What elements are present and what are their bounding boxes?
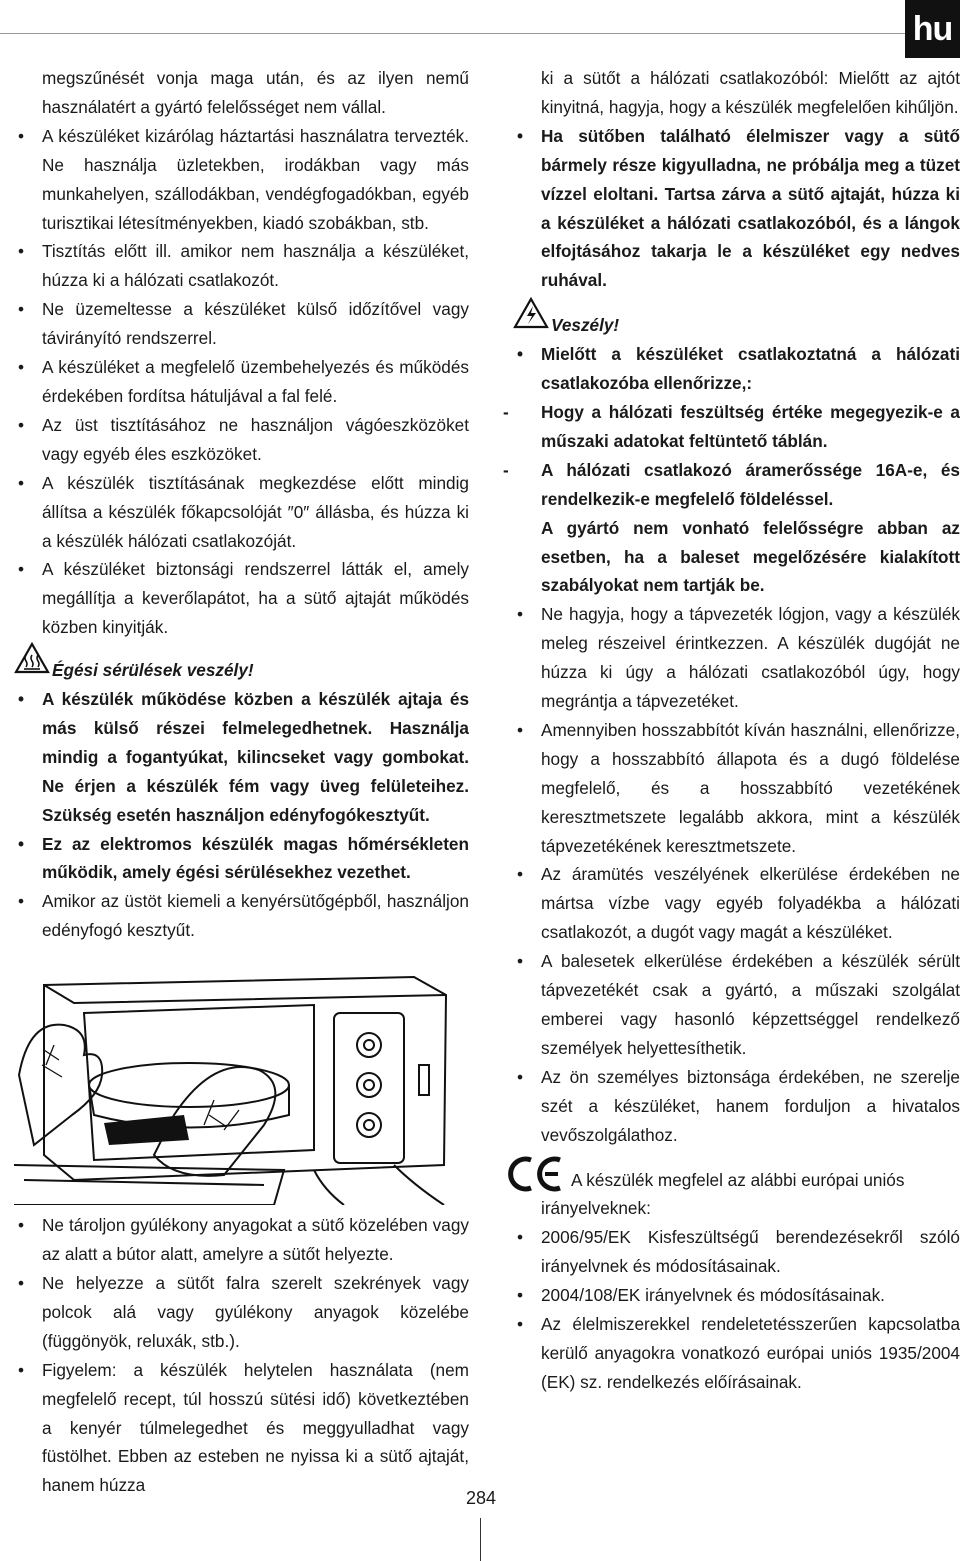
left-list-2 (14, 1211, 469, 1500)
bullet-icon: • (517, 344, 524, 365)
list-item: • Amennyiben hosszabbítót kíván használni, ellenőrizze, hogy a hosszabbító állapota és a dugó földelése megfelelő, és a hosszabbító vezetékének keresztmetszete legalább akkora, mint a készülék tápvezetékének keresztmetszete. (513, 716, 960, 861)
bullet-icon: • (517, 1285, 524, 1306)
list-item: • Ne üzemeltesse a készüléket külső időzítővel vagy távirányító rendszerrel. (14, 295, 469, 353)
dash-icon: - (503, 459, 509, 480)
bullet-icon: • (517, 1066, 524, 1087)
bullet-icon: • (18, 1215, 25, 1236)
left-list-1 (14, 122, 469, 642)
list-item: • Amikor az üstöt kiemeli a kenyérsütőgépből, használjon edényfogó kesztyűt. (14, 887, 469, 945)
list-item: • Ne hagyja, hogy a tápvezeték lógjon, vagy a készülék meleg részeivel érintkezzen. A készülék dugóját ne húzza ki úgy a hálózati csatlakozóból úgy, hogy megrántja a tápvezetéket. (513, 600, 960, 716)
bullet-icon: • (18, 357, 25, 378)
list-item: • Az áramütés veszélyének elkerülése érdekében ne mártsa vízbe vagy egyéb folyadékba a hálózati csatlakozót, a dugót vagy magát a készüléket. (513, 860, 960, 947)
dash-icon: - (503, 401, 509, 422)
list-item: • Az üst tisztításához ne használjon vágóeszközöket vagy egyéb éles eszközöket. (14, 411, 469, 469)
right-list (513, 600, 960, 1149)
bullet-icon: • (18, 125, 25, 146)
list-item: • A készüléket a megfelelő üzembehelyezés és működés érdekében fordítsa hátuljával a fal felé. (14, 353, 469, 411)
bullet-icon: • (18, 414, 25, 435)
bullet-icon: • (517, 951, 524, 972)
bullet-icon: • (18, 472, 25, 493)
ce-text: A készülék megfelel az alábbi európai uniós irányelveknek: (541, 1169, 905, 1219)
bullet-icon: • (18, 1273, 25, 1293)
bullet-icon: • (517, 719, 524, 740)
left-para-continued: megszűnését vonja maga után, és az ilyen nemű használatért a gyártó felelősséget nem vállal. (42, 68, 469, 117)
bullet-icon: • (517, 1314, 524, 1335)
page-number-rule (480, 1518, 481, 1561)
burn-list (14, 685, 469, 945)
list-item: • Az élelmiszerekkel rendeletetésszerűen kapcsolatba kerülő anyagokra vonatkozó európai uniós 1935/2004 (EK) sz. rendelkezés előírásainak. (513, 1310, 960, 1397)
ce-mark-icon (505, 1154, 565, 1203)
bullet-icon: • (517, 125, 524, 146)
ce-compliance (513, 1166, 960, 1224)
list-item: • Figyelem: a készülék helytelen használata (nem megfelelő recept, túl hosszú sütési idő) következtében a kenyér túlmelegedhet és meggyulladhat vagy füstölhet. Ebben az esteben ne nyissa ki a sütő ajtaját, hanem húzza (14, 1356, 469, 1501)
list-item: • A készülék tisztításának megkezdése előtt mindig állítsa a készülék főkapcsolóját ″0″ állásba, és húzza ki a készülék hálózati csatlakozóját. (14, 469, 469, 556)
right-para-continued: ki a sütőt a hálózati csatlakozóból: Mielőtt az ajtót kinyitná, hagyja, hogy a készülék megfelelően kihűljön. (541, 68, 960, 117)
list-item: • 2004/108/EK irányelvnek és módosításainak. (513, 1281, 960, 1310)
list-item: • A balesetek elkerülése érdekében a készülék sérült tápvezetékét csak a gyártó, a műszaki szolgálat emberei vagy hasonló képzettséggel rendelkező személyek helyettesíthetik. (513, 947, 960, 1063)
bullet-icon: • (18, 1359, 25, 1380)
list-item: • A készüléket biztonsági rendszerrel látták el, amely megállítja a keverőlapátot, ha a sütő ajtaját működés közben kinyitják. (14, 555, 469, 642)
list-item: • Ha sütőben található élelmiszer vagy a sütő bármely része kigyulladna, ne próbálja meg a tüzet vízzel eloltani. Tartsa zárva a sütő ajtaját, húzza ki a készüléket a hálózati csatlakozóból, és a lángok elfojtásához takarja le a készüléket egy nedves ruhával. (513, 122, 960, 295)
bullet-icon: • (18, 299, 25, 320)
list-item: • Ne tároljon gyúlékony anyagokat a sütő közelében vagy az alatt a bútor alatt, amelyre a sütőt helyezte. (14, 1211, 469, 1269)
danger-warning-heading: Veszély! (513, 311, 960, 340)
left-column (14, 64, 469, 1500)
list-item: • A készüléket kizárólag háztartási használatra tervezték. Ne használja üzletekben, irodákban vagy más munkahelyen, szállodákban, vendégfogadókban, egyéb turisztikai létesítményekben, kiadó szobákban, stb. (14, 122, 469, 238)
dash-item: - Hogy a hálózati feszültség értéke megegyezik-e a műszaki adatokat feltüntető táblán. (513, 398, 960, 456)
ce-list (513, 1223, 960, 1396)
list-item: • Ez az elektromos készülék magas hőmérsékleten működik, amely égési sérülésekhez vezethet. (14, 830, 469, 888)
bullet-icon: • (18, 241, 25, 262)
bullet-icon: • (18, 891, 25, 912)
hot-surface-warning-icon (14, 642, 50, 683)
language-tab: hu (905, 0, 960, 58)
list-item: • A készülék működése közben a készülék ajtaja és más külső részei felmelegedhetnek. Használja mindig a fogantyúkat, kilincseket vagy gombokat. Ne érjen a készülék fém vagy üveg felületeihez. Szükség esetén használjon edényfogókesztyűt. (14, 685, 469, 830)
bullet-icon: • (18, 559, 25, 580)
list-item: • Tisztítás előtt ill. amikor nem használja a készüléket, húzza ki a hálózati csatlakozót. (14, 237, 469, 295)
right-column (503, 64, 960, 1397)
electric-shock-warning-icon (513, 297, 549, 338)
page-number: 284 (466, 1488, 497, 1508)
bullet-icon: • (517, 864, 524, 885)
bullet-icon: • (18, 689, 25, 710)
bullet-icon: • (18, 833, 25, 854)
list-item: • Ne helyezze a sütőt falra szerelt szekrények vagy polcok alá vagy gyúlékony anyagok közelébe (függönyök, reluxák, stb.). (14, 1269, 469, 1356)
bullet-icon: • (517, 604, 524, 625)
danger-note: A gyártó nem vonható felelősségre abban az esetben, ha a baleset megelőzésére kialakított szabályokat nem tartják be. (541, 517, 960, 596)
bullet-icon: • (517, 1227, 524, 1248)
list-item: • Mielőtt a készüléket csatlakoztatná a hálózati csatlakozóba ellenőrizze,: (513, 340, 960, 398)
list-item: • 2006/95/EK Kisfeszültségű berendezésekről szóló irányelvnek és módosításainak. (513, 1223, 960, 1281)
burn-warning-heading: Égési sérülések veszély! (14, 656, 469, 685)
top-rule (0, 33, 905, 34)
list-item: • Az ön személyes biztonsága érdekében, ne szerelje szét a készüléket, hanem forduljon a hivatalos vevőszolgálathoz. (513, 1063, 960, 1150)
dash-item: - A hálózati csatlakozó áramerőssége 16A-e, és rendelkezik-e megfelelő földeléssel. (513, 456, 960, 514)
oven-glove-illustration (14, 965, 454, 1205)
